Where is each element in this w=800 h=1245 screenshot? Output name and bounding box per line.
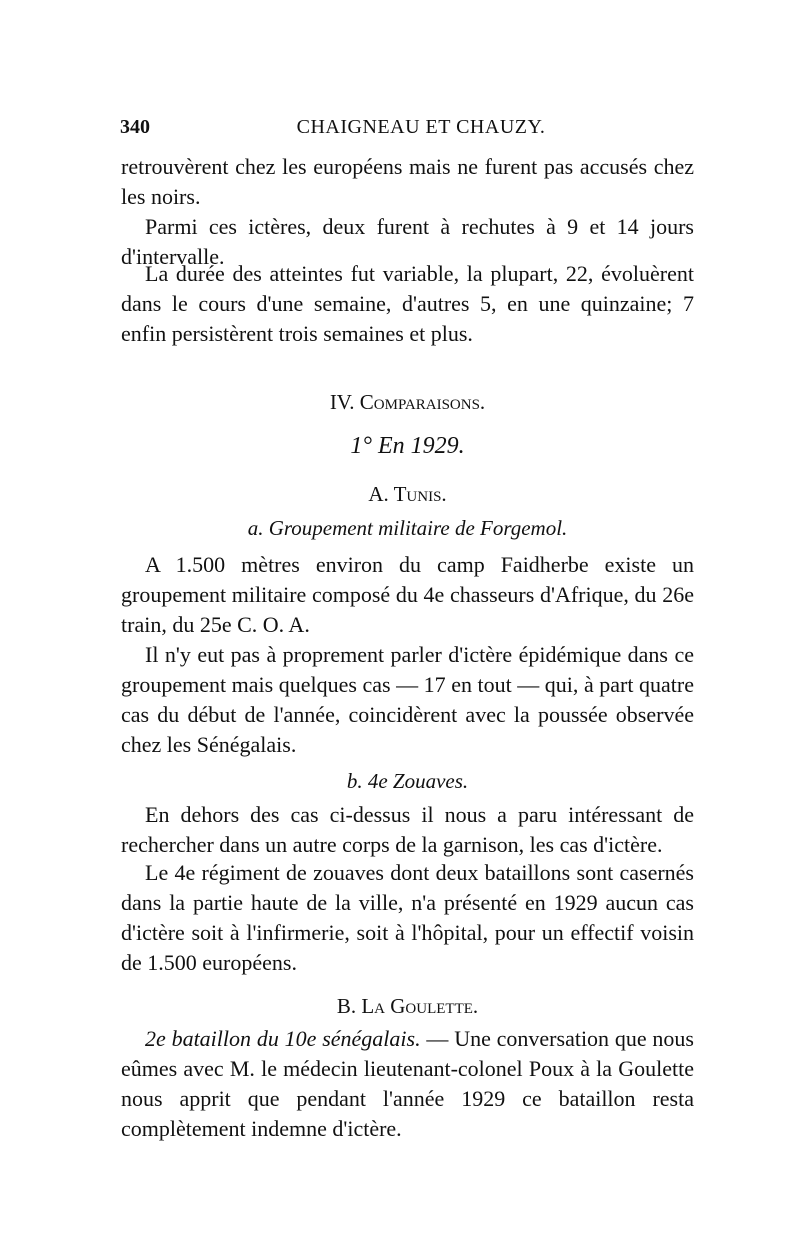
paragraph-3: La durée des atteintes fut variable, la plupart, 22, évoluèrent dans le cours d'une semaine, d'autres 5, en une quinzaine; 7 enfin persistèrent trois semaines et plus. <box>121 261 694 346</box>
section-heading: IV. Comparaisons. <box>329 390 486 414</box>
page-number: 340 <box>120 116 150 138</box>
paragraph-2: Parmi ces ictères, deux furent à rechutes à 9 et 14 jours d'intervalle. <box>121 214 694 269</box>
year-heading: 1° En 1929. <box>350 433 465 459</box>
paragraph-8-text: — Une conversation que nous eûmes avec M. le médecin lieutenant-colonel Poux à la Goulette nous apprit que pendant l'année 1929 ce bataillon resta complètement indemne d'ictère. <box>121 1026 694 1141</box>
running-head <box>120 116 692 144</box>
paragraph-8-lead: 2e bataillon du 10e sénégalais. <box>145 1026 421 1051</box>
subheading-goulette: B. La Goulette. <box>336 994 479 1018</box>
paragraph-4: A 1.500 mètres environ du camp Faidherbe existe un groupement militaire composé du 4e chasseurs d'Afrique, du 26e train, du 25e C. O. A. <box>121 552 694 637</box>
subheading-forgemol: a. Groupement militaire de Forgemol. <box>247 516 568 540</box>
subheading-zouaves: b. 4e Zouaves. <box>346 769 469 793</box>
subheading-tunis: A. Tunis. <box>368 482 447 506</box>
paragraph-6: En dehors des cas ci-dessus il nous a paru intéressant de rechercher dans un autre corps de la garnison, les cas d'ictère. <box>121 802 694 857</box>
paragraph-1: retrouvèrent chez les européens mais ne furent pas accusés chez les noirs. <box>121 154 694 209</box>
running-title: CHAIGNEAU ET CHAUZY. <box>296 116 546 138</box>
paragraph-8 <box>121 1024 694 1144</box>
paragraph-5: Il n'y eut pas à proprement parler d'ictère épidémique dans ce groupement mais quelques cas — 17 en tout — qui, à part quatre cas du début de l'année, coincidèrent avec la poussée observée chez les Sénégalais. <box>121 642 694 757</box>
paragraph-7: Le 4e régiment de zouaves dont deux bataillons sont casernés dans la partie haute de la ville, n'a présenté en 1929 aucun cas d'ictère soit à l'infirmerie, soit à l'hôpital, pour un effectif voisin de 1.500 européens. <box>121 860 694 975</box>
